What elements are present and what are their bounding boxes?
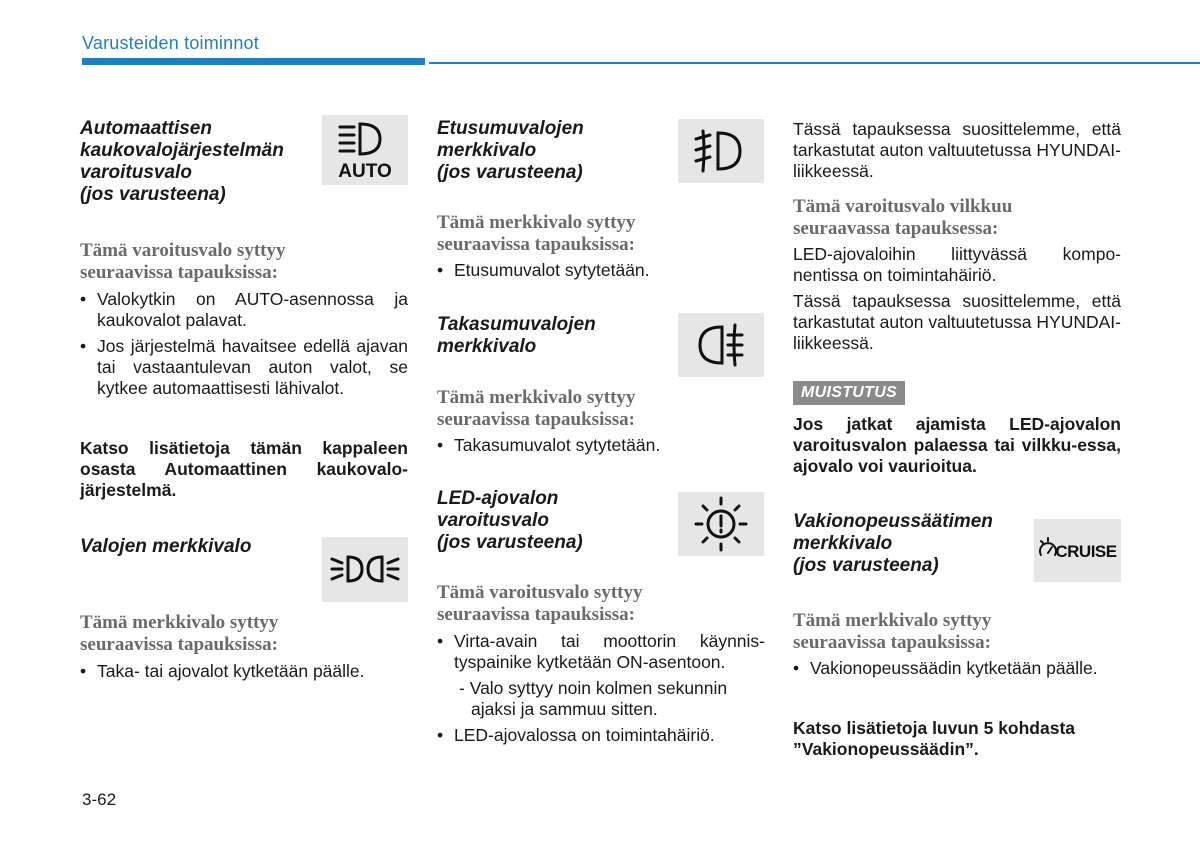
heading-line: kaukovalojärjestelmän — [80, 140, 284, 161]
svg-text:CRUISE: CRUISE — [1055, 542, 1117, 561]
lights-intro — [80, 612, 408, 656]
note-badge-wrapper — [793, 381, 1121, 405]
auto-high-beam-icon — [322, 115, 408, 185]
cruise-reference — [793, 718, 1121, 760]
intro-line: Tämä merkkivalo syttyy — [793, 610, 992, 631]
heading-line: merkkivalo — [437, 140, 537, 161]
heading-line: Etusumuvalojen — [437, 118, 584, 139]
list-item: • Taka- tai ajovalot kytketään päälle. — [80, 661, 408, 682]
intro-line: seuraavissa tapauksissa: — [80, 262, 278, 283]
lights-heading: Valojen merkkivalo — [80, 536, 252, 557]
heading-line: (jos varusteena) — [80, 184, 226, 205]
heading-line: varoitusvalo — [437, 510, 549, 531]
svg-text:AUTO: AUTO — [338, 161, 392, 182]
heading-line: LED-ajovalon — [437, 488, 559, 509]
note-text: Jos jatkat ajamista LED-ajovalon varoitusvalon palaessa tai vilkku-essa, ajovalo voi vaurioitua. — [793, 414, 1121, 476]
intro-line: Tämä varoitusvalo syttyy — [80, 240, 286, 261]
heading-line: Automaattisen — [80, 118, 212, 139]
heading-line: Takasumuvalojen — [437, 314, 596, 335]
rear-fog-list — [437, 435, 765, 461]
intro-line: Tämä merkkivalo syttyy — [80, 612, 279, 633]
service-recommendation-2: Tässä tapauksessa suosittelemme, että tarkastutat auton valtuutetussa HYUNDAI-liikkeessä. — [793, 291, 1121, 353]
heading-line: (jos varusteena) — [793, 555, 939, 576]
rear-fog-icon — [678, 313, 764, 377]
cruise-intro — [793, 610, 1121, 654]
heading-line: Vakionopeussäätimen — [793, 511, 993, 532]
list-item: • Takasumuvalot sytytetään. — [437, 435, 765, 456]
header-rule — [429, 62, 1200, 64]
heading-line: varoitusvalo — [80, 162, 192, 183]
position-lights-icon — [322, 537, 408, 602]
intro-line: Tämä merkkivalo syttyy — [437, 212, 636, 233]
intro-line: seuraavissa tapauksissa: — [437, 604, 635, 625]
list-item: • Jos järjestelmä havaitsee edellä ajavan tai vastaantulevan auton valot, se kytkee automaattisesti lähivalot. — [80, 336, 408, 399]
led-warning-icon — [678, 492, 764, 556]
led-blink-intro — [793, 196, 1121, 240]
auto-high-beam-reference: Katso lisätietoja tämän kappaleen osasta Automaattinen kaukovalo-järjestelmä. — [80, 438, 408, 500]
front-fog-list — [437, 260, 765, 286]
rear-fog-intro — [437, 387, 765, 431]
led-list — [437, 631, 765, 751]
intro-line: Tämä varoitusvalo vilkkuu — [793, 196, 1013, 217]
intro-line: seuraavissa tapauksissa: — [437, 234, 635, 255]
front-fog-icon — [678, 119, 764, 183]
front-fog-intro — [437, 212, 765, 256]
auto-high-beam-intro — [80, 240, 408, 284]
intro-line: Tämä varoitusvalo syttyy — [437, 582, 643, 603]
lights-list — [80, 661, 408, 687]
list-item: • Valokytkin on AUTO-asennossa ja kaukovalot palavat. — [80, 289, 408, 331]
led-blink-text: LED-ajovaloihin liittyvässä kompo-nentissa on toimintahäiriö. — [793, 244, 1121, 285]
intro-line: seuraavissa tapauksissa: — [80, 634, 278, 655]
intro-line: seuraavassa tapauksessa: — [793, 218, 999, 239]
reference-line: ”Vakionopeussäädin”. — [793, 739, 979, 759]
reference-line: Katso lisätietoja luvun 5 kohdasta — [793, 718, 1076, 738]
list-item: • Virta-avain tai moottorin käynnis-tyspainike kytketään ON-asentoon. — [437, 631, 765, 673]
list-item: • Etusumuvalot sytytetään. — [437, 260, 765, 281]
intro-line: seuraavissa tapauksissa: — [793, 632, 991, 653]
note-badge: MUISTUTUS — [793, 381, 905, 405]
intro-line: seuraavissa tapauksissa: — [437, 409, 635, 430]
cruise-list — [793, 658, 1121, 684]
list-sub-item: - Valo syttyy noin kolmen sekunnin ajaksi ja sammuu sitten. — [459, 678, 728, 719]
cruise-icon — [1034, 519, 1121, 582]
heading-line: (jos varusteena) — [437, 532, 583, 553]
list-item: • Vakionopeussäädin kytketään päälle. — [793, 658, 1121, 679]
heading-line: merkkivalo — [793, 533, 893, 554]
page-number: 3-62 — [82, 790, 117, 809]
list-item: • LED-ajovalossa on toimintahäiriö. — [437, 725, 765, 746]
page-header-title: Varusteiden toiminnot — [82, 33, 259, 53]
service-recommendation-1: Tässä tapauksessa suosittelemme, että tarkastutat auton valtuutetussa HYUNDAI-liikkeessä. — [793, 119, 1121, 181]
intro-line: Tämä merkkivalo syttyy — [437, 387, 636, 408]
header-bar — [82, 58, 425, 65]
led-intro — [437, 582, 765, 626]
auto-high-beam-list — [80, 289, 408, 404]
heading-line: merkkivalo — [437, 336, 537, 357]
heading-line: (jos varusteena) — [437, 162, 583, 183]
